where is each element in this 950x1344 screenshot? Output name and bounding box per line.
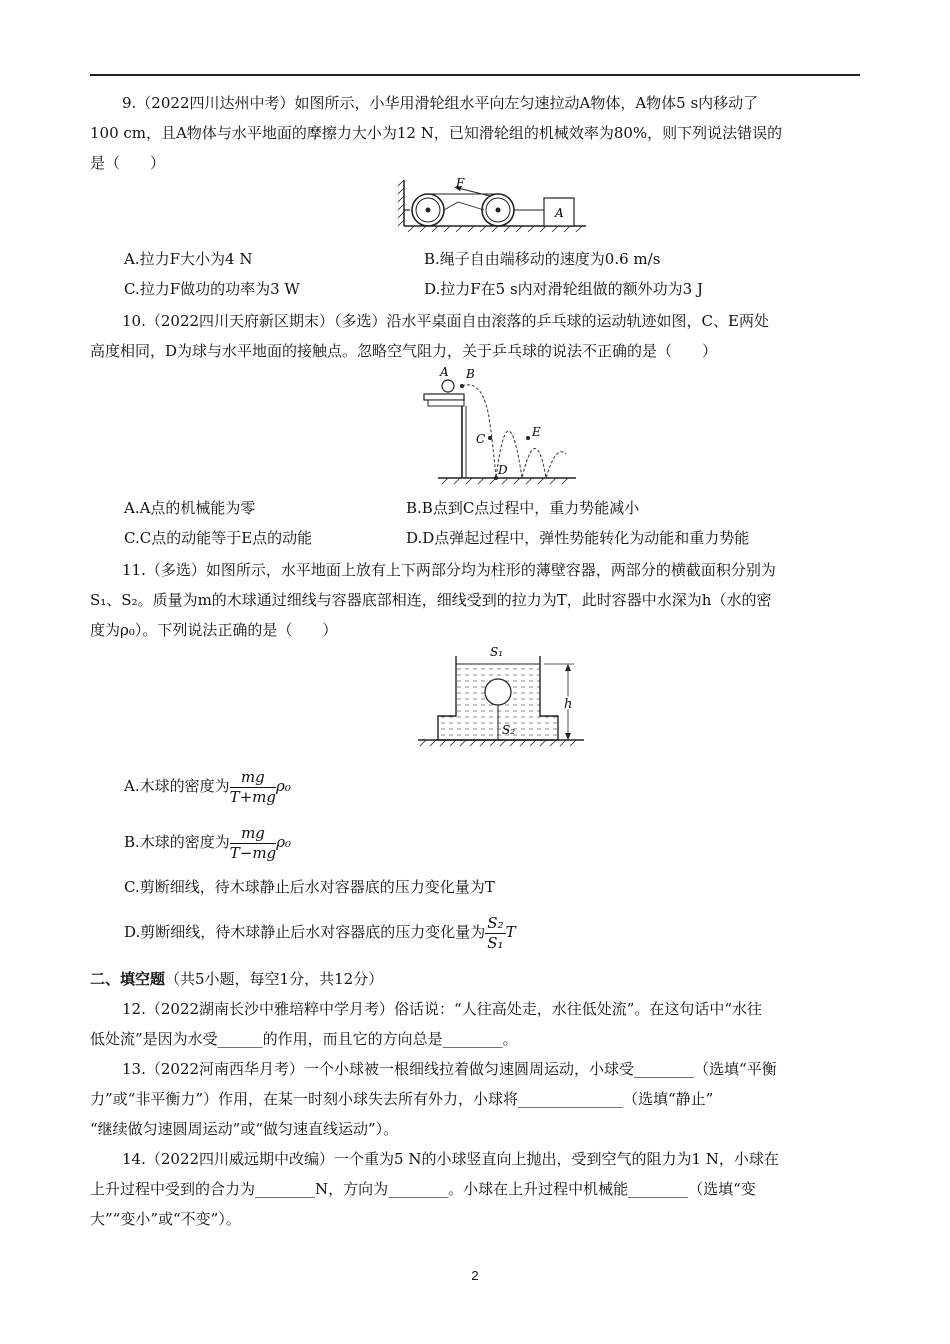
q11-option-b [124,822,291,863]
q11-option-a-numerator: mg [230,768,276,788]
fig10-label-B: B [466,367,475,381]
fig11-label-h: h [564,697,573,712]
q11-line1: 11.（多选）如图所示，水平地面上放有上下两部分均为柱形的薄壁容器，两部分的横截面积分别为 [122,561,776,579]
section2-heading [90,968,860,990]
q11-option-d-suffix: T [505,923,516,941]
q11-option-c: C.剪断细线，待木球静止后水对容器底的压力变化量为T [124,878,495,896]
q11-option-d-numerator: S₂ [487,913,504,932]
q11-option-d-fraction [485,914,505,953]
q9-option-b: B.绳子自由端移动的速度为0.6 m/s [424,250,661,268]
fig11-label-S2: S₂ [502,723,516,737]
q13-line3: “继续做匀速圆周运动”或“做匀速直线运动”）。 [90,1120,399,1138]
fig10-label-D: D [498,463,508,477]
q10-line1: 10.（2022四川天府新区期末）（多选）沿水平桌面自由滚落的乒乓球的运动轨迹如图，C、E两处 [122,312,769,330]
q11-option-d-denominator: S₁ [487,933,504,952]
q10-option-d: D.D点弹起过程中，弹性势能转化为动能和重力势能 [406,529,750,547]
fig10-label-A: A [440,365,449,379]
q13-line2: 力”或“非平衡力”）作用，在某一时刻小球失去所有外力，小球将______________（选填“静止” [90,1090,714,1108]
q11-option-a-fraction [230,768,276,807]
q9-line1: 9.（2022四川达州中考）如图所示，小华用滑轮组水平向左匀速拉动A物体，A物体5 s内移动了 [122,94,759,112]
q11-option-b-prefix: B.木球的密度为 [124,833,230,851]
page-number: 2 [471,1268,479,1283]
q11-line3: 度为ρ₀）。下列说法正确的是（ ） [90,621,338,639]
q11-option-a-prefix: A.木球的密度为 [124,777,230,795]
q11-option-a-suffix: ρ₀ [276,777,291,795]
q10-option-a: A.A点的机械能为零 [124,499,256,517]
q9-option-a: A.拉力F大小为4 N [124,250,253,268]
q11-option-a-denominator: T+mg [229,787,277,806]
q14-line3: 大”“变小”或“不变”）。 [90,1210,241,1228]
q12-line2: 低处流”是因为水受______的作用，而且它的方向总是________。 [90,1030,518,1048]
q10-line2: 高度相同，D为球与水平地面的接触点。忽略空气阻力，关于乒乓球的说法不正确的是（ ） [90,342,718,360]
q13-line1: 13.（2022河南西华月考）一个小球被一根细线拉着做匀速圆周运动，小球受________（选填“平衡 [122,1060,777,1078]
q11-line2: S₁、S₂。质量为m的木球通过细线与容器底部相连，细线受到的拉力为T，此时容器中水深为h（水的密 [90,591,772,609]
q11-option-d-prefix: D.剪断细线，待木球静止后水对容器底的压力变化量为 [124,923,486,941]
q11-option-d [124,912,516,953]
q14-line2: 上升过程中受到的合力为________N，方向为________。小球在上升过程中机械能________（选填“变 [90,1180,756,1198]
q11-option-b-numerator: mg [230,824,276,844]
q9-line3: 是（ ） [90,154,166,172]
q10-option-c: C.C点的动能等于E点的动能 [124,529,313,547]
fig9-label-A: A [555,206,564,220]
q14-line1: 14.（2022四川威远期中改编）一个重为5 N的小球竖直向上抛出，受到空气的阻力为1 N，小球在 [122,1150,779,1168]
q11-option-b-suffix: ρ₀ [276,833,292,851]
fig10-label-C: C [476,432,486,446]
q10-option-b: B.B点到C点过程中，重力势能减小 [406,499,640,517]
section2-note: （共5小题，每空1分，共12分） [165,970,384,988]
q11-option-b-fraction [230,824,276,863]
q9-option-d: D.拉力F在5 s内对滑轮组做的额外功为3 J [424,280,704,298]
fig9-label-F: F [456,176,465,190]
q12-line1: 12.（2022湖南长沙中雅培粹中学月考）俗话说：“人往高处走，水往低处流”。在这句话中“水往 [122,1000,763,1018]
fig11-label-S1: S₁ [490,645,504,659]
header-rule [90,74,860,76]
section2-title: 二、填空题 [90,970,166,988]
fig10-label-E: E [532,425,541,439]
container-figure [416,642,586,754]
q9-option-c: C.拉力F做功的功率为3 W [124,280,300,298]
q11-option-a [124,766,291,807]
q9-line2: 100 cm，且A物体与水平地面的摩擦力大小为12 N，已知滑轮组的机械效率为80%，则下列说法错误的 [90,124,783,142]
q11-option-b-denominator: T−mg [229,843,277,862]
pulley-figure [398,176,588,238]
ping-pong-figure [418,364,580,488]
